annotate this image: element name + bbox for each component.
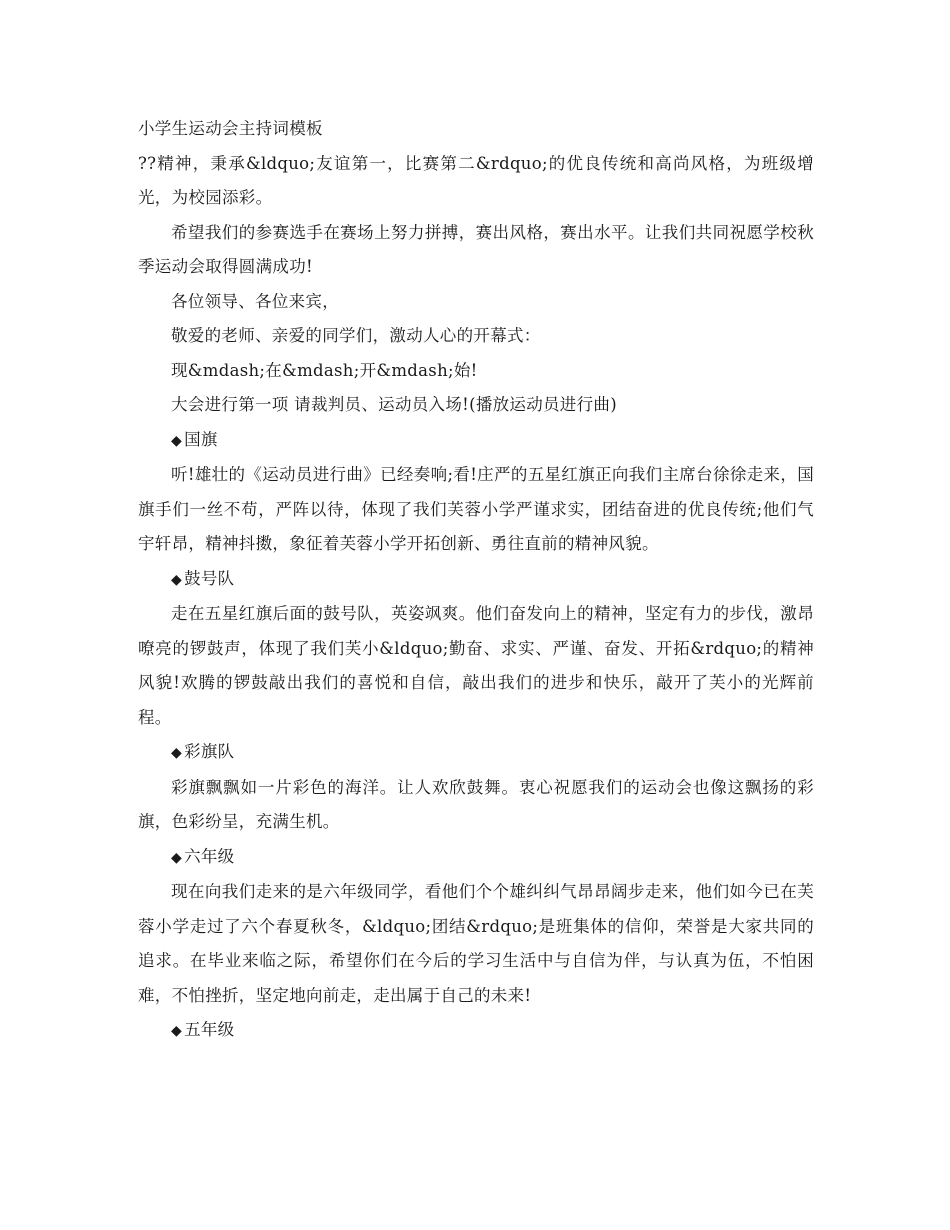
section-heading-label: 六年级 [184, 846, 235, 866]
section-heading-label: 五年级 [184, 1020, 235, 1039]
body-paragraph: 希望我们的参赛选手在赛场上努力拼搏，赛出风格，赛出水平。让我们共同祝愿学校秋季运动会取得圆满成功! [138, 222, 814, 276]
body-paragraph: 走在五星红旗后面的鼓号队，英姿飒爽。他们奋发向上的精神，坚定有力的步伐，激昂嘹亮的锣鼓声，体现了我们芙小&ldquo;勤奋、求实、严谨、奋发、开拓&rdquo;的精神风貌!欢腾的锣鼓敲出我们的喜悦和自信，敲出我们的进步和快乐，敲开了芙小的光辉前程。 [138, 604, 814, 727]
section-heading [138, 840, 814, 876]
body-paragraph: 现在向我们走来的是六年级同学，看他们个个雄纠纠气昂昂阔步走来，他们如今已在芙蓉小学走过了六个春夏秋冬，&ldquo;团结&rdquo;是班集体的信仰，荣誉是大家共同的追求。在毕业来临之际，希望你们在今后的学习生活中与自信为伴，与认真为伍，不怕困难，不怕挫折，坚定地向前走，走出属于自己的未来! [138, 882, 814, 1005]
section-heading [138, 735, 814, 771]
body-paragraph: 敬爱的老师、亲爱的同学们，激动人心的开幕式： [171, 326, 541, 345]
diamond-bullet-icon: ◆ [171, 1023, 183, 1039]
body-paragraph: 大会进行第一项 请裁判员、运动员入场!(播放运动员进行曲) [171, 395, 617, 414]
body-paragraph: 现&mdash;在&mdash;开&mdash;始! [171, 360, 478, 380]
document-title: 小学生运动会主持词模板 [138, 119, 323, 138]
diamond-bullet-icon: ◆ [171, 432, 183, 449]
section-heading [138, 562, 814, 598]
diamond-bullet-icon: ◆ [171, 849, 183, 866]
section-heading-label: 彩旗队 [184, 742, 235, 761]
section-heading-label: 鼓号队 [184, 568, 235, 588]
section-heading [138, 423, 814, 459]
document-body [138, 147, 814, 1049]
document-page [138, 112, 814, 1049]
body-paragraph: 听!雄壮的《运动员进行曲》已经奏响;看!庄严的五星红旗正向我们主席台徐徐走来，国旗手们一丝不苟，严阵以待，体现了我们芙蓉小学严谨求实，团结奋进的优良传统;他们气宇轩昂，精神抖擞，象征着芙蓉小学开拓创新、勇往直前的精神风貌。 [138, 465, 814, 553]
body-paragraph: 各位领导、各位来宾， [171, 291, 339, 311]
diamond-bullet-icon: ◆ [171, 745, 183, 761]
body-paragraph: 彩旗飘飘如一片彩色的海洋。让人欢欣鼓舞。衷心祝愿我们的运动会也像这飘扬的彩旗，色彩纷呈，充满生机。 [138, 777, 814, 831]
diamond-bullet-icon: ◆ [171, 571, 183, 588]
section-heading-label: 国旗 [184, 429, 218, 449]
body-paragraph: ??精神，秉承&ldquo;友谊第一，比赛第二&rdquo;的优良传统和高尚风格，为班级增光，为校园添彩。 [138, 153, 814, 207]
section-heading [138, 1013, 814, 1049]
